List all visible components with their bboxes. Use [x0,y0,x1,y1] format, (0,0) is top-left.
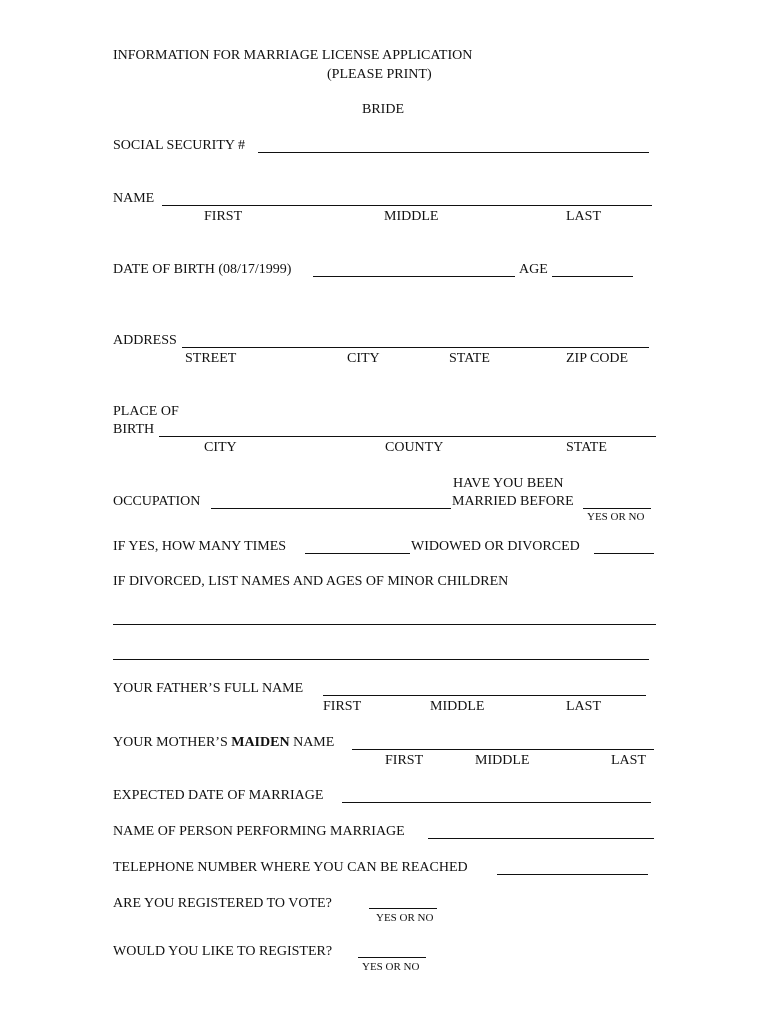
widowed-divorced-field[interactable] [594,553,654,554]
times-label: IF YES, HOW MANY TIMES [113,539,287,554]
officiant-field[interactable] [428,838,654,839]
vote-registered-label: ARE YOU REGISTERED TO VOTE? [113,896,332,911]
name-field[interactable] [162,205,652,206]
phone-field[interactable] [497,874,648,875]
father-field[interactable] [323,695,646,696]
birthplace-label-line1: PLACE OF [113,404,179,419]
father-middle-caption: MIDDLE [430,699,485,714]
form-title: INFORMATION FOR MARRIAGE LICENSE APPLICATION [113,48,473,63]
address-street-caption: STREET [185,351,237,366]
officiant-label: NAME OF PERSON PERFORMING MARRIAGE [113,824,405,839]
phone-label: TELEPHONE NUMBER WHERE YOU CAN BE REACHED [113,860,468,875]
section-heading: BRIDE [362,102,404,117]
children-line-1[interactable] [113,624,656,625]
married-before-yes-no-hint: YES OR NO [587,511,645,523]
birthplace-label-line2: BIRTH [113,422,155,437]
age-field[interactable] [552,276,633,277]
married-before-field[interactable] [583,508,651,509]
times-field[interactable] [305,553,410,554]
mother-label: YOUR MOTHER’S MAIDEN NAME [113,735,335,750]
father-label: YOUR FATHER’S FULL NAME [113,681,304,696]
dob-label: DATE OF BIRTH (08/17/1999) [113,262,292,277]
mother-last-caption: LAST [611,753,646,768]
address-state-caption: STATE [449,351,490,366]
married-before-label-line1: HAVE YOU BEEN [453,476,564,491]
vote-register-yes-no-hint: YES OR NO [362,961,420,973]
married-before-label-line2: MARRIED BEFORE [452,494,574,509]
vote-registered-field[interactable] [369,908,437,909]
address-zip-caption: ZIP CODE [566,351,629,366]
address-label: ADDRESS [113,333,177,348]
widowed-divorced-label: WIDOWED OR DIVORCED [411,539,580,554]
ssn-field[interactable] [258,152,649,153]
vote-register-field[interactable] [358,957,426,958]
father-first-caption: FIRST [323,699,362,714]
ssn-label: SOCIAL SECURITY # [113,138,245,153]
name-label: NAME [113,191,155,206]
address-field[interactable] [182,347,649,348]
mother-label-maiden: MAIDEN [231,735,290,750]
dob-field[interactable] [313,276,515,277]
birthplace-field[interactable] [159,436,656,437]
name-first-caption: FIRST [204,209,243,224]
birthplace-city-caption: CITY [204,440,237,455]
marriage-date-field[interactable] [342,802,651,803]
father-last-caption: LAST [566,699,601,714]
form-subtitle: (PLEASE PRINT) [327,67,432,82]
vote-register-label: WOULD YOU LIKE TO REGISTER? [113,944,333,959]
occupation-label: OCCUPATION [113,494,201,509]
mother-field[interactable] [352,749,654,750]
mother-middle-caption: MIDDLE [475,753,530,768]
age-label: AGE [519,262,548,277]
vote-registered-yes-no-hint: YES OR NO [376,912,434,924]
birthplace-state-caption: STATE [566,440,607,455]
birthplace-county-caption: COUNTY [385,440,444,455]
address-city-caption: CITY [347,351,380,366]
children-label: IF DIVORCED, LIST NAMES AND AGES OF MINOR CHILDREN [113,574,509,589]
occupation-field[interactable] [211,508,451,509]
name-last-caption: LAST [566,209,601,224]
marriage-date-label: EXPECTED DATE OF MARRIAGE [113,788,324,803]
children-line-2[interactable] [113,659,649,660]
name-middle-caption: MIDDLE [384,209,439,224]
mother-first-caption: FIRST [385,753,424,768]
